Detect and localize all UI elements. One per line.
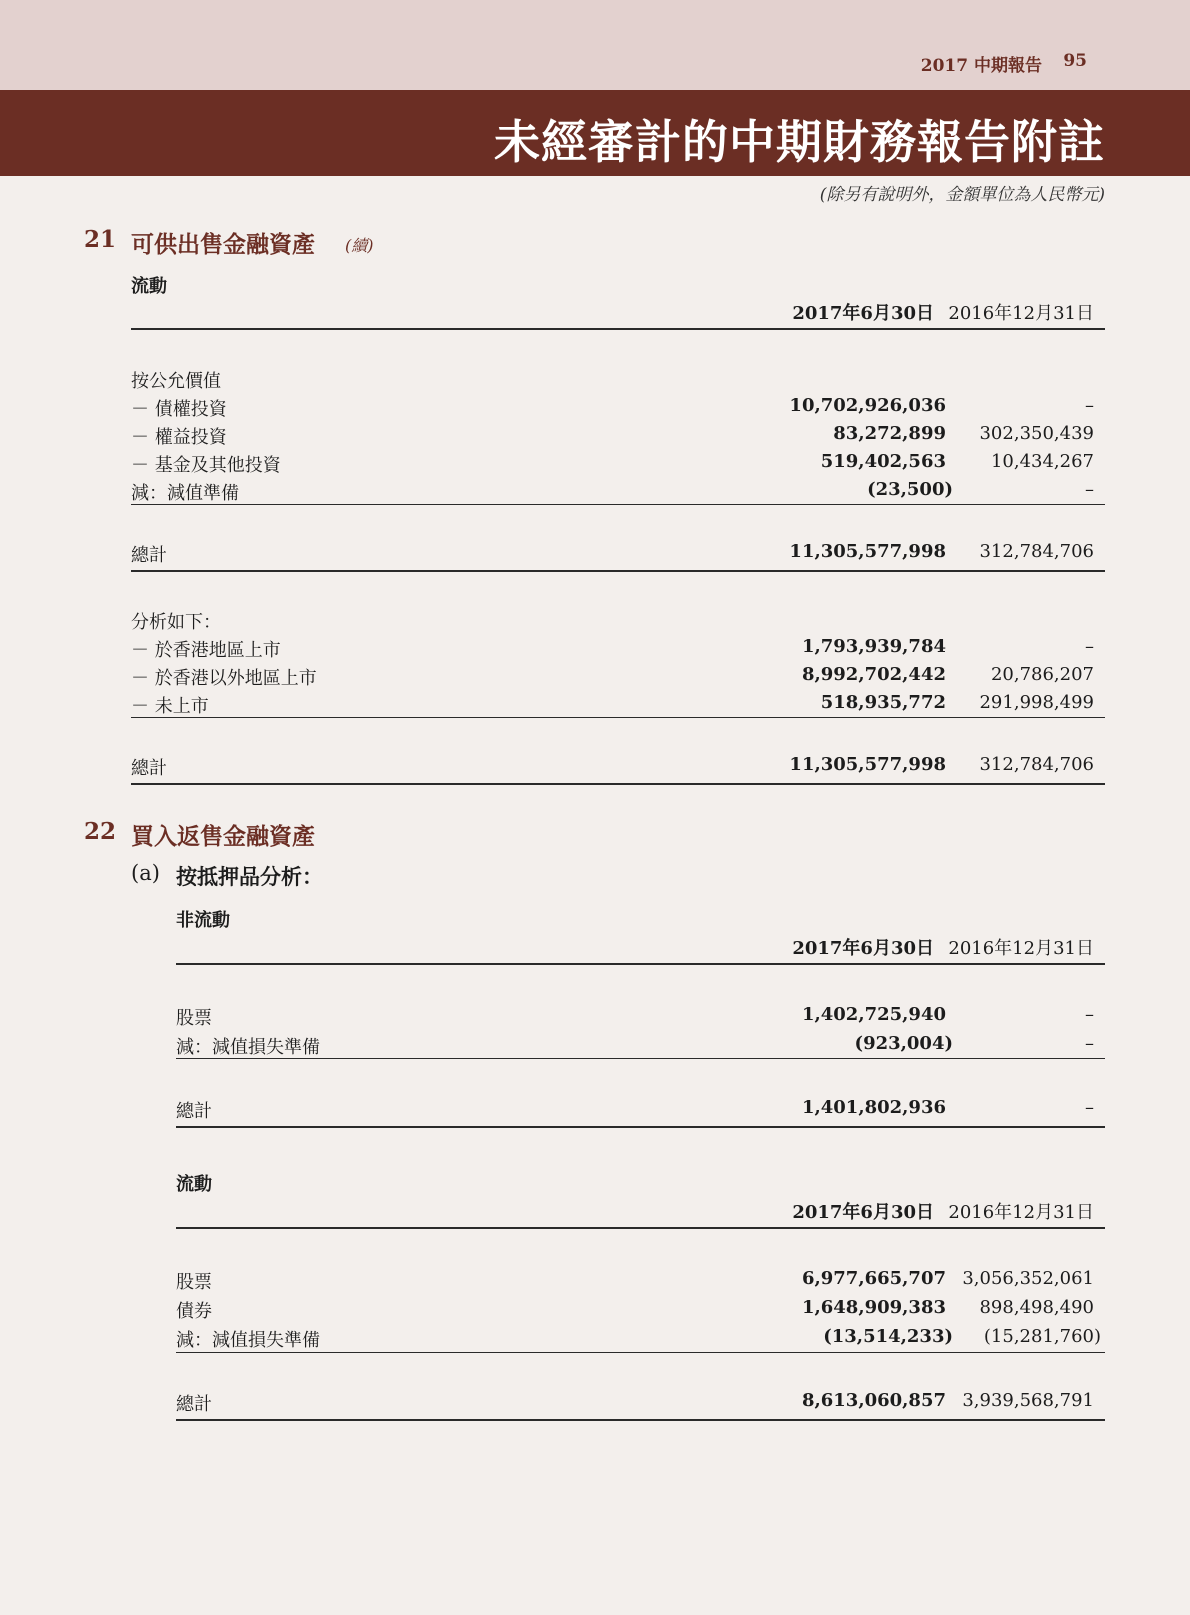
row-label: － 權益投資 [131, 427, 227, 448]
table-row [176, 1004, 1105, 1028]
section-continued: (續) [345, 236, 374, 255]
value-2016: (15,281,760) [983, 1326, 1101, 1347]
value-2017: 519,402,563 [820, 451, 946, 472]
row-label: 股票 [176, 1008, 212, 1029]
column-header-2016: 2016年12月31日 [948, 1202, 1094, 1223]
value-2016: 3,056,352,061 [962, 1268, 1094, 1289]
value-2017: 1,401,802,936 [801, 1097, 946, 1118]
value-2016: 302,350,439 [979, 423, 1094, 444]
value-2017: 11,305,577,998 [789, 541, 946, 562]
row-label: 總計 [131, 758, 167, 779]
value-2016: 898,498,490 [979, 1297, 1094, 1318]
table-row [131, 451, 1105, 475]
table-row [131, 692, 1105, 716]
row-label: 減：減值損失準備 [176, 1037, 320, 1058]
table-row [131, 636, 1105, 660]
report-label: 2017 中期報告 [920, 56, 1042, 76]
row-label: － 於香港地區上市 [131, 640, 281, 661]
list-item [131, 608, 1105, 632]
column-header-2016: 2016年12月31日 [948, 938, 1094, 959]
subsection-title: 按抵押品分析： [176, 864, 323, 889]
value-2016: 312,784,706 [979, 541, 1094, 562]
value-2016: 291,998,499 [979, 692, 1094, 713]
value-2017: (923,004) [854, 1033, 953, 1054]
value-2017: 11,305,577,998 [789, 754, 946, 775]
value-2016: – [1085, 479, 1094, 500]
subsection-letter: (a) [131, 861, 160, 885]
divider [176, 963, 1105, 965]
value-2017: 1,793,939,784 [801, 636, 946, 657]
row-label: － 基金及其他投資 [131, 455, 281, 476]
total-row [131, 541, 1105, 565]
column-header-2016: 2016年12月31日 [948, 303, 1094, 324]
row-label: 減：減值準備 [131, 483, 239, 504]
value-2017: 1,648,909,383 [801, 1297, 946, 1318]
value-2017: 83,272,899 [833, 423, 946, 444]
table-row [131, 395, 1105, 419]
value-2017: 8,613,060,857 [801, 1390, 946, 1411]
value-2016: 3,939,568,791 [962, 1390, 1094, 1411]
value-2016: – [1085, 1004, 1094, 1025]
current-label: 流動 [131, 276, 167, 297]
divider [176, 1352, 1105, 1353]
noncurrent-label: 非流動 [176, 910, 230, 931]
value-2017: 518,935,772 [820, 692, 946, 713]
value-2016: – [1085, 1033, 1094, 1054]
value-2016: – [1085, 636, 1094, 657]
value-2016: 312,784,706 [979, 754, 1094, 775]
divider [176, 1126, 1105, 1128]
divider [176, 1227, 1105, 1229]
divider [131, 570, 1105, 572]
divider [131, 504, 1105, 505]
total-row [131, 754, 1105, 778]
table-row [176, 1326, 1105, 1350]
page-title: 未經審計的中期財務報告附註 [494, 115, 1105, 169]
divider [176, 1058, 1105, 1059]
section-number: 22 [84, 818, 117, 845]
row-label: 股票 [176, 1272, 212, 1293]
row-label: － 未上市 [131, 696, 209, 717]
column-header-2017: 2017年6月30日 [792, 1202, 934, 1223]
value-2017: 10,702,926,036 [789, 395, 946, 416]
page-number: 95 [1063, 51, 1087, 71]
value-2016: – [1085, 1097, 1094, 1118]
table-row [176, 1033, 1105, 1057]
value-2017: 1,402,725,940 [801, 1004, 946, 1025]
row-label: － 債權投資 [131, 399, 227, 420]
divider [176, 1419, 1105, 1421]
column-header-2017: 2017年6月30日 [792, 303, 934, 324]
value-2016: 20,786,207 [990, 664, 1094, 685]
total-row [176, 1390, 1105, 1414]
table-row [131, 479, 1105, 503]
value-2017: 8,992,702,442 [801, 664, 946, 685]
table-row [176, 1297, 1105, 1321]
row-label: － 於香港以外地區上市 [131, 668, 317, 689]
row-label: 按公允價值 [131, 371, 221, 392]
row-label: 減：減值損失準備 [176, 1330, 320, 1351]
row-label: 總計 [176, 1101, 212, 1122]
current-label: 流動 [176, 1174, 212, 1195]
table-row [131, 664, 1105, 688]
divider [131, 328, 1105, 330]
total-row [176, 1097, 1105, 1121]
header-band [0, 0, 1190, 90]
table-row [176, 1268, 1105, 1292]
column-header-2017: 2017年6月30日 [792, 938, 934, 959]
row-label: 總計 [131, 545, 167, 566]
table-row [131, 423, 1105, 447]
value-2017: (23,500) [867, 479, 953, 500]
section-title: 可供出售金融資產 [131, 231, 315, 258]
row-label: 分析如下： [131, 612, 221, 633]
value-2017: (13,514,233) [823, 1326, 953, 1347]
section-number: 21 [84, 226, 117, 253]
value-2017: 6,977,665,707 [801, 1268, 946, 1289]
divider [131, 783, 1105, 785]
row-label: 總計 [176, 1394, 212, 1415]
divider [131, 717, 1105, 718]
section-title: 買入返售金融資產 [131, 823, 315, 850]
unit-note: (除另有說明外，金額單位為人民幣元) [819, 185, 1105, 205]
value-2016: 10,434,267 [990, 451, 1094, 472]
value-2016: – [1085, 395, 1094, 416]
row-label: 債券 [176, 1301, 212, 1322]
list-item [131, 367, 1105, 391]
